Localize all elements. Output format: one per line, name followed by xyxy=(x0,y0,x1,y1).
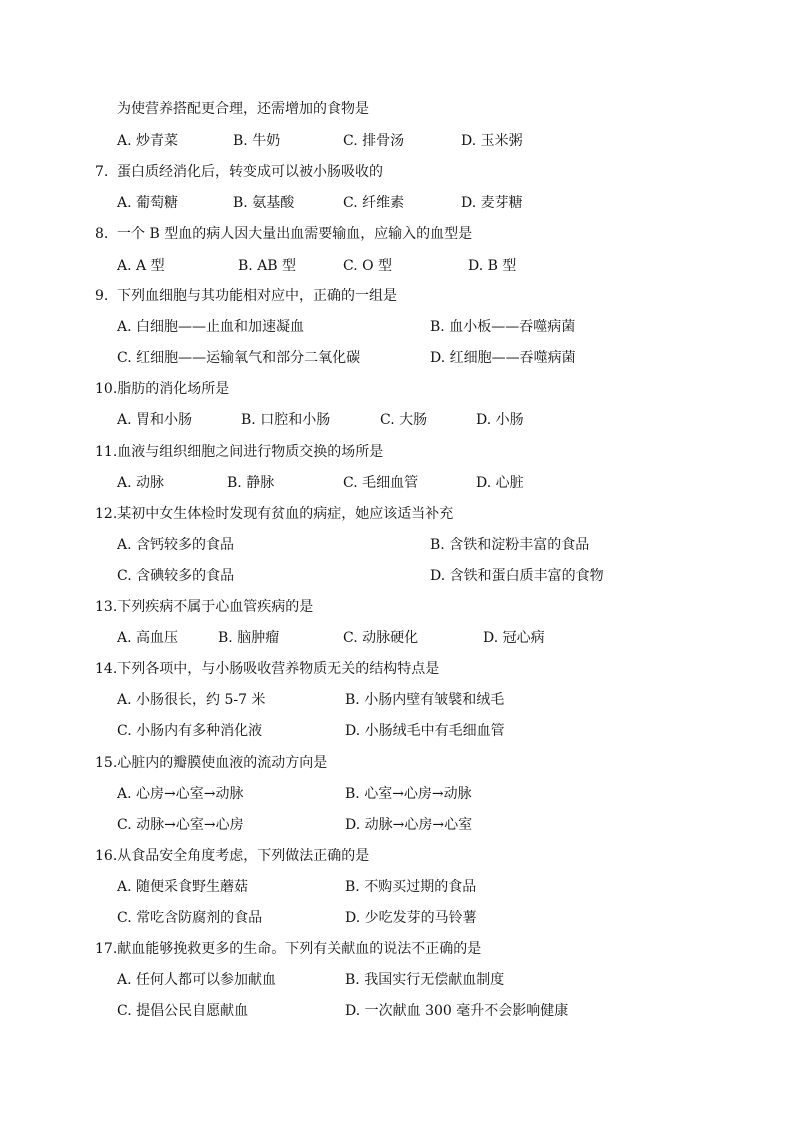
question-17-text: 献血能够挽救更多的生命。下列有关献血的说法不正确的是 xyxy=(117,941,482,957)
question-6-option-a: A. 炒青菜 xyxy=(117,133,179,149)
question-14-option-c: C. 小肠内有多种消化液 xyxy=(117,723,263,739)
question-13-stem xyxy=(95,598,313,616)
question-12-option-c: C. 含碘较多的食品 xyxy=(117,568,235,584)
question-9-option-c: C. 红细胞——运输氧气和部分二氧化碳 xyxy=(117,350,361,366)
question-13-text: 下列疾病不属于心血管疾病的是 xyxy=(117,599,314,615)
question-7-option-b: B. 氨基酸 xyxy=(233,195,295,211)
question-8-option-d: D. B 型 xyxy=(468,258,517,274)
question-7-option-a: A. 葡萄糖 xyxy=(117,195,179,211)
question-13-option-a: A. 高血压 xyxy=(117,630,179,646)
question-9-text: 下列血细胞与其功能相对应中，正确的一组是 xyxy=(117,288,397,304)
question-8-text: 一个 B 型血的病人因大量出血需要输血，应输入的血型是 xyxy=(117,226,473,242)
question-9-stem xyxy=(95,287,397,305)
question-7-number: 7. xyxy=(95,164,109,180)
question-11-option-c: C. 毛细血管 xyxy=(343,475,419,491)
question-13-option-c: C. 动脉硬化 xyxy=(343,630,419,646)
question-10-option-b: B. 口腔和小肠 xyxy=(241,412,331,428)
question-8-option-a: A. A 型 xyxy=(117,258,165,274)
question-15-option-a: A. 心房→心室→动脉 xyxy=(117,786,244,802)
question-14-option-d: D. 小肠绒毛中有毛细血管 xyxy=(345,723,505,739)
question-6-option-d: D. 玉米粥 xyxy=(461,133,523,149)
question-12-option-a: A. 含钙较多的食品 xyxy=(117,537,235,553)
question-8-option-c: C. O 型 xyxy=(343,258,393,274)
question-17-option-d: D. 一次献血 300 毫升不会影响健康 xyxy=(345,1003,569,1019)
question-16-option-c: C. 常吃含防腐剂的食品 xyxy=(117,910,263,926)
question-8-number: 8. xyxy=(95,226,109,242)
question-6-stem: 为使营养搭配更合理，还需增加的食物是 xyxy=(117,101,369,117)
question-15-stem xyxy=(95,754,327,772)
question-14-number: 14. xyxy=(95,661,118,677)
question-15-option-c: C. 动脉→心室→心房 xyxy=(117,817,244,833)
question-11-option-b: B. 静脉 xyxy=(227,475,275,491)
question-16-number: 16. xyxy=(95,848,118,864)
question-12-option-b: B. 含铁和淀粉丰富的食品 xyxy=(430,537,590,553)
question-15-number: 15. xyxy=(95,755,118,771)
question-8-stem xyxy=(95,225,472,243)
question-12-stem xyxy=(95,505,453,523)
question-13-option-d: D. 冠心病 xyxy=(483,630,545,646)
question-16-option-a: A. 随便采食野生蘑菇 xyxy=(117,879,249,895)
question-10-option-d: D. 小肠 xyxy=(476,412,524,428)
question-17-number: 17. xyxy=(95,941,118,957)
question-15-option-b: B. 心室→心房→动脉 xyxy=(345,786,472,802)
question-17-option-b: B. 我国实行无偿献血制度 xyxy=(345,972,505,988)
question-16-stem xyxy=(95,847,369,865)
question-10-option-a: A. 胃和小肠 xyxy=(117,412,193,428)
question-14-option-a: A. 小肠很长，约 5-7 米 xyxy=(117,692,266,708)
question-10-stem xyxy=(95,380,229,398)
question-10-option-c: C. 大肠 xyxy=(380,412,428,428)
question-17-option-c: C. 提倡公民自愿献血 xyxy=(117,1003,249,1019)
question-12-text: 某初中女生体检时发现有贫血的病症，她应该适当补充 xyxy=(117,506,454,522)
question-17-option-a: A. 任何人都可以参加献血 xyxy=(117,972,277,988)
question-16-option-d: D. 少吃发芽的马铃薯 xyxy=(345,910,477,926)
question-11-number: 11. xyxy=(95,444,118,460)
question-14-text: 下列各项中，与小肠吸收营养物质无关的结构特点是 xyxy=(117,661,440,677)
question-16-option-b: B. 不购买过期的食品 xyxy=(345,879,477,895)
question-12-option-d: D. 含铁和蛋白质丰富的食物 xyxy=(430,568,604,584)
question-13-number: 13. xyxy=(95,599,118,615)
question-13-option-b: B. 脑肿瘤 xyxy=(218,630,280,646)
question-11-stem xyxy=(95,443,383,461)
question-7-text: 蛋白质经消化后，转变成可以被小肠吸收的 xyxy=(117,164,383,180)
question-7-option-d: D. 麦芽糖 xyxy=(461,195,523,211)
question-14-option-b: B. 小肠内壁有皱襞和绒毛 xyxy=(345,692,505,708)
question-17-stem xyxy=(95,940,481,958)
question-9-number: 9. xyxy=(95,288,109,304)
question-10-text: 脂肪的消化场所是 xyxy=(117,381,230,397)
question-9-option-b: B. 血小板——吞噬病菌 xyxy=(430,319,576,335)
question-6-option-c: C. 排骨汤 xyxy=(343,133,405,149)
question-12-number: 12. xyxy=(95,506,118,522)
question-15-option-d: D. 动脉→心房→心室 xyxy=(345,817,473,833)
question-7-stem xyxy=(95,163,383,181)
question-15-text: 心脏内的瓣膜使血液的流动方向是 xyxy=(117,755,328,771)
question-9-option-d: D. 红细胞——吞噬病菌 xyxy=(430,350,576,366)
question-7-option-c: C. 纤维素 xyxy=(343,195,405,211)
question-11-text: 血液与组织细胞之间进行物质交换的场所是 xyxy=(117,444,384,460)
question-10-number: 10. xyxy=(95,381,118,397)
question-6-option-b: B. 牛奶 xyxy=(233,133,281,149)
question-11-option-a: A. 动脉 xyxy=(117,475,165,491)
question-16-text: 从食品安全角度考虑，下列做法正确的是 xyxy=(117,848,370,864)
question-14-stem xyxy=(95,660,439,678)
question-8-option-b: B. AB 型 xyxy=(238,258,297,274)
question-9-option-a: A. 白细胞——止血和加速凝血 xyxy=(117,319,305,335)
question-11-option-d: D. 心脏 xyxy=(476,475,524,491)
